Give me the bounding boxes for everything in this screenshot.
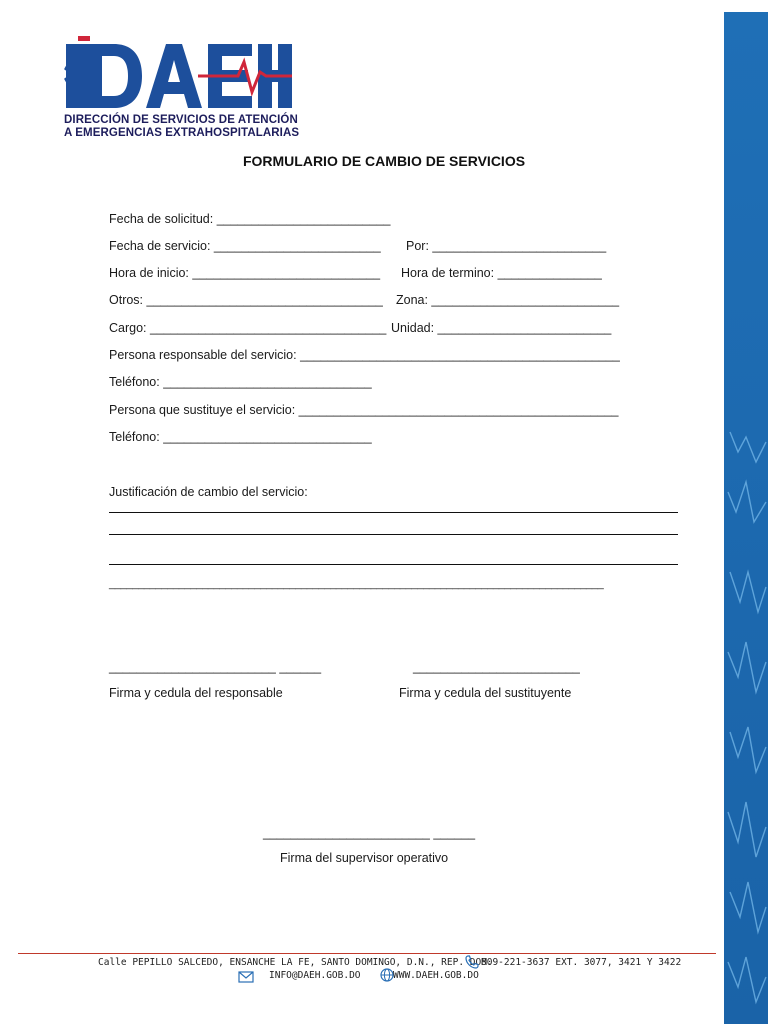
field-fecha-servicio[interactable]: Fecha de servicio: ________________________ [109,239,381,253]
phone-icon [465,955,479,969]
field-telefono-sustituye[interactable]: Teléfono: ______________________________ [109,430,372,444]
signature-line-sustituyente[interactable]: ________________________ [413,660,580,674]
form-title: FORMULARIO DE CAMBIO DE SERVICIOS [242,153,526,169]
signature-line-supervisor[interactable]: ________________________ ______ [263,826,476,840]
logo-subtitle-line2: A EMERGENCIAS EXTRAHOSPITALARIAS [64,127,300,139]
field-otros[interactable]: Otros: __________________________________ [109,293,383,307]
mail-icon [238,971,254,983]
logo-subtitle-line1: DIRECCIÓN DE SERVICIOS DE ATENCIÓN [64,114,298,126]
field-persona-responsable[interactable]: Persona responsable del servicio: ______________________________________________ [109,348,620,362]
field-por[interactable]: Por: _________________________ [406,239,607,253]
field-zona[interactable]: Zona: ___________________________ [396,293,620,307]
footer-phone: 809-221-3637 EXT. 3077, 3421 Y 3422 [481,957,682,968]
field-telefono-responsable[interactable]: Teléfono: ______________________________ [109,375,372,389]
footer-email[interactable]: INFO@DAEH.GOB.DO [269,970,361,981]
footer-address: Calle PEPILLO SALCEDO, ENSANCHE LA FE, SANTO DOMINGO, D.N., REP. DOM. [98,957,493,968]
field-hora-termino[interactable]: Hora de termino: _______________ [401,266,602,280]
field-unidad[interactable]: Unidad: _________________________ [391,321,612,335]
footer-divider [18,953,716,954]
justificacion-line-4[interactable]: _____________________________________________________________________________________ [109,578,604,590]
footer-web[interactable]: WWW.DAEH.GOB.DO [393,970,479,981]
signature-line-responsable[interactable]: ________________________ ______ [109,660,322,674]
justificacion-line-2[interactable] [109,534,678,535]
field-fecha-solicitud[interactable]: Fecha de solicitud: _________________________ [109,212,391,226]
justificacion-label: Justificación de cambio del servicio: [109,485,308,499]
signature-label-supervisor: Firma del supervisor operativo [280,851,449,865]
field-cargo[interactable]: Cargo: __________________________________ [109,321,387,335]
daeh-wordmark-graphic [62,36,294,112]
field-persona-sustituye[interactable]: Persona que sustituye el servicio: ______________________________________________ [109,403,619,417]
field-hora-inicio[interactable]: Hora de inicio: ___________________________ [109,266,381,280]
signature-label-responsable: Firma y cedula del responsable [109,686,283,700]
justificacion-line-1[interactable] [109,512,678,513]
signature-label-sustituyente: Firma y cedula del sustituyente [399,686,572,700]
daeh-logo [62,36,302,146]
globe-icon [380,968,394,982]
justificacion-line-3[interactable] [109,564,678,565]
